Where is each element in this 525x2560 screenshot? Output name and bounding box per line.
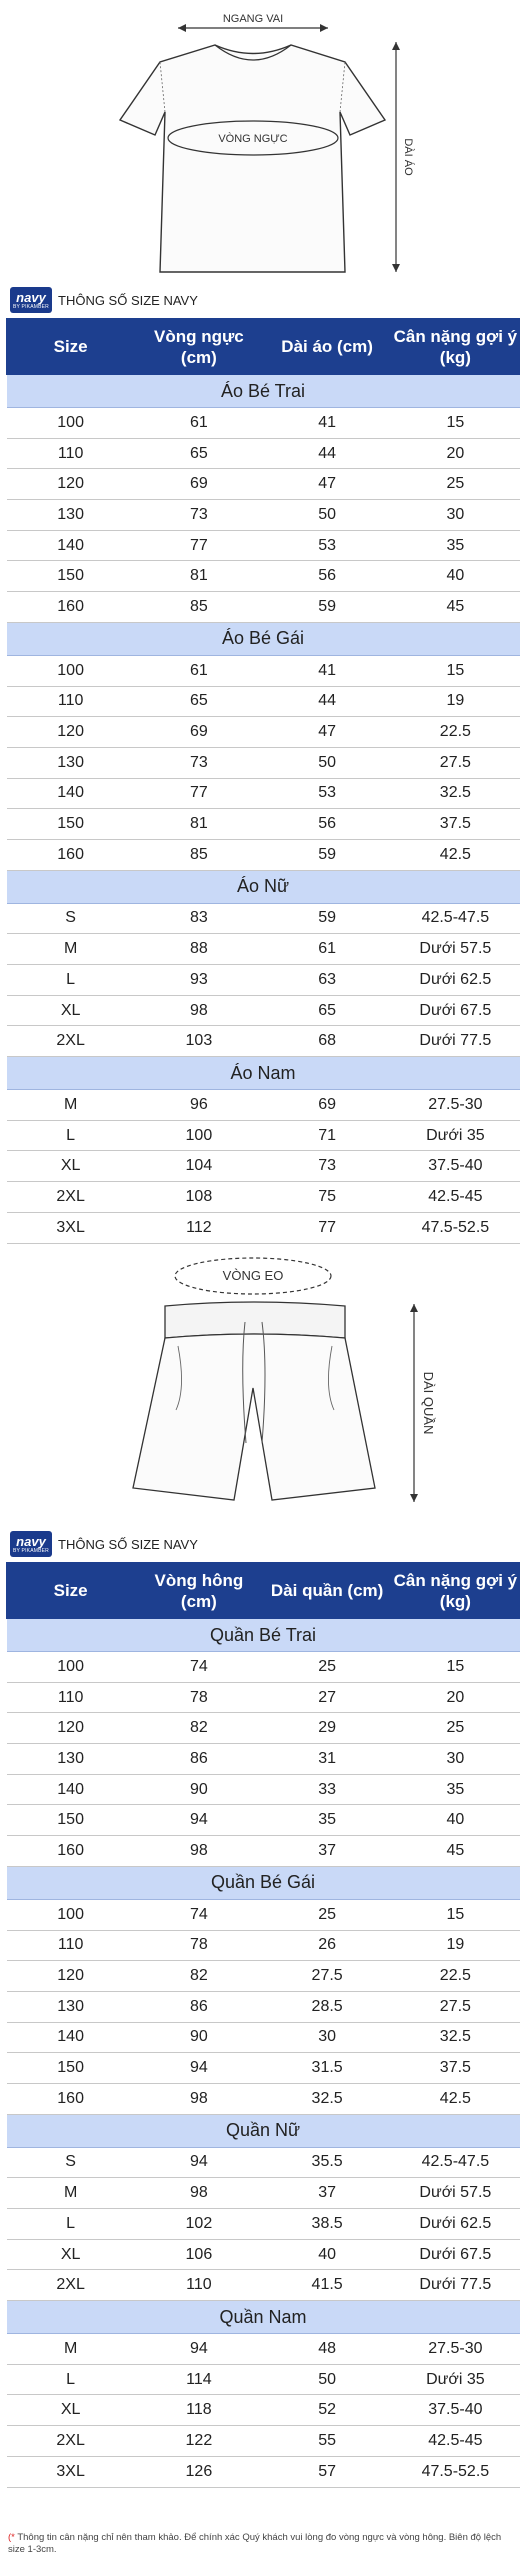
cell-weight: 45 bbox=[391, 592, 519, 623]
table-row bbox=[7, 2364, 520, 2395]
cell-measure: 74 bbox=[135, 1652, 263, 1683]
cell-size: XL bbox=[7, 2395, 135, 2426]
cell-size: XL bbox=[7, 2239, 135, 2270]
header-weight: Cân nặng gợi ý (kg) bbox=[391, 319, 519, 375]
cell-weight: Dưới 62.5 bbox=[391, 2209, 519, 2240]
cell-measure: 102 bbox=[135, 2209, 263, 2240]
cell-weight: 42.5-47.5 bbox=[391, 903, 519, 934]
table-row bbox=[7, 1182, 520, 1213]
cell-length: 50 bbox=[263, 747, 391, 778]
brand-header bbox=[10, 286, 198, 314]
cell-length: 26 bbox=[263, 1930, 391, 1961]
table-row bbox=[7, 747, 520, 778]
navy-logo bbox=[10, 287, 52, 313]
table-row bbox=[7, 408, 520, 439]
cell-measure: 98 bbox=[135, 2178, 263, 2209]
table-row bbox=[7, 2209, 520, 2240]
group-header-row bbox=[7, 375, 520, 408]
cell-length: 59 bbox=[263, 592, 391, 623]
cell-size: L bbox=[7, 2209, 135, 2240]
table-row bbox=[7, 1151, 520, 1182]
cell-weight: Dưới 77.5 bbox=[391, 1026, 519, 1057]
cell-length: 44 bbox=[263, 686, 391, 717]
table-row bbox=[7, 469, 520, 500]
table-row bbox=[7, 2083, 520, 2114]
table-row bbox=[7, 903, 520, 934]
cell-size: 140 bbox=[7, 778, 135, 809]
cell-length: 41 bbox=[263, 655, 391, 686]
cell-size: 100 bbox=[7, 1899, 135, 1930]
cell-weight: 42.5-45 bbox=[391, 1182, 519, 1213]
cell-length: 25 bbox=[263, 1899, 391, 1930]
table-row bbox=[7, 778, 520, 809]
shirt-diagram bbox=[0, 0, 525, 285]
table-row bbox=[7, 2270, 520, 2301]
group-title: Quần Bé Gái bbox=[7, 1866, 520, 1899]
table-row bbox=[7, 530, 520, 561]
cell-measure: 85 bbox=[135, 592, 263, 623]
cell-weight: 22.5 bbox=[391, 717, 519, 748]
cell-size: 130 bbox=[7, 747, 135, 778]
cell-length: 50 bbox=[263, 500, 391, 531]
cell-size: 160 bbox=[7, 839, 135, 870]
waist-label: VÒNG EO bbox=[222, 1268, 284, 1283]
group-header-row bbox=[7, 2301, 520, 2334]
cell-size: 120 bbox=[7, 469, 135, 500]
cell-length: 52 bbox=[263, 2395, 391, 2426]
shorts-illustration bbox=[0, 1238, 525, 1530]
cell-measure: 118 bbox=[135, 2395, 263, 2426]
cell-measure: 104 bbox=[135, 1151, 263, 1182]
cell-measure: 78 bbox=[135, 1930, 263, 1961]
cell-length: 61 bbox=[263, 934, 391, 965]
table-row bbox=[7, 809, 520, 840]
size-chart-title: THÔNG SỐ SIZE NAVY bbox=[58, 1536, 198, 1552]
cell-measure: 93 bbox=[135, 965, 263, 996]
cell-weight: 20 bbox=[391, 438, 519, 469]
cell-length: 69 bbox=[263, 1090, 391, 1121]
table-row bbox=[7, 686, 520, 717]
cell-size: 130 bbox=[7, 500, 135, 531]
group-header-row bbox=[7, 1057, 520, 1090]
group-title: Áo Nữ bbox=[7, 870, 520, 903]
logo-subtext: BY PIKAMBER bbox=[12, 1547, 49, 1554]
header-hip: Vòng hông (cm) bbox=[135, 1563, 263, 1619]
cell-length: 41.5 bbox=[263, 2270, 391, 2301]
cell-weight: 19 bbox=[391, 686, 519, 717]
cell-weight: 19 bbox=[391, 1930, 519, 1961]
cell-size: 2XL bbox=[7, 2270, 135, 2301]
cell-measure: 82 bbox=[135, 1713, 263, 1744]
cell-length: 28.5 bbox=[263, 1991, 391, 2022]
cell-size: 2XL bbox=[7, 1026, 135, 1057]
footnote-star: (* bbox=[8, 2532, 15, 2543]
cell-length: 37 bbox=[263, 2178, 391, 2209]
cell-length: 55 bbox=[263, 2426, 391, 2457]
cell-size: 160 bbox=[7, 1836, 135, 1867]
cell-measure: 77 bbox=[135, 778, 263, 809]
cell-weight: 15 bbox=[391, 408, 519, 439]
cell-weight: 15 bbox=[391, 1652, 519, 1683]
cell-weight: 32.5 bbox=[391, 2022, 519, 2053]
cell-weight: 35 bbox=[391, 1774, 519, 1805]
cell-size: L bbox=[7, 1120, 135, 1151]
cell-measure: 94 bbox=[135, 2053, 263, 2084]
logo-text: navy bbox=[16, 1533, 46, 1549]
group-title: Quần Bé Trai bbox=[7, 1619, 520, 1652]
cell-weight: 47.5-52.5 bbox=[391, 2456, 519, 2487]
group-header-row bbox=[7, 1619, 520, 1652]
cell-weight: 15 bbox=[391, 655, 519, 686]
table-row bbox=[7, 500, 520, 531]
cell-length: 33 bbox=[263, 1774, 391, 1805]
table-row bbox=[7, 2395, 520, 2426]
table-row bbox=[7, 995, 520, 1026]
cell-length: 56 bbox=[263, 561, 391, 592]
tshirt-illustration bbox=[0, 0, 525, 285]
cell-measure: 110 bbox=[135, 2270, 263, 2301]
cell-weight: 45 bbox=[391, 1836, 519, 1867]
table-row bbox=[7, 717, 520, 748]
table-row bbox=[7, 965, 520, 996]
cell-weight: Dưới 57.5 bbox=[391, 2178, 519, 2209]
cell-measure: 94 bbox=[135, 2147, 263, 2178]
table-row bbox=[7, 561, 520, 592]
cell-measure: 69 bbox=[135, 717, 263, 748]
cell-weight: Dưới 67.5 bbox=[391, 995, 519, 1026]
cell-length: 73 bbox=[263, 1151, 391, 1182]
logo-subtext: BY PIKAMBER bbox=[12, 303, 49, 310]
footnote bbox=[8, 2532, 518, 2556]
table-row bbox=[7, 655, 520, 686]
header-length: Dài quần (cm) bbox=[263, 1563, 391, 1619]
cell-weight: 27.5-30 bbox=[391, 1090, 519, 1121]
cell-weight: Dưới 67.5 bbox=[391, 2239, 519, 2270]
cell-length: 57 bbox=[263, 2456, 391, 2487]
table-row bbox=[7, 2426, 520, 2457]
table-row bbox=[7, 1120, 520, 1151]
brand-header bbox=[10, 1530, 198, 1558]
cell-length: 47 bbox=[263, 469, 391, 500]
chest-label: VÒNG NGỰC bbox=[218, 133, 288, 145]
cell-size: 100 bbox=[7, 1652, 135, 1683]
cell-weight: 30 bbox=[391, 1744, 519, 1775]
cell-size: 100 bbox=[7, 408, 135, 439]
table-row bbox=[7, 1991, 520, 2022]
table-header-row bbox=[7, 1563, 520, 1619]
cell-size: 150 bbox=[7, 2053, 135, 2084]
cell-size: 160 bbox=[7, 592, 135, 623]
cell-measure: 86 bbox=[135, 1991, 263, 2022]
shirt-length-label: DÀI ÁO bbox=[402, 138, 414, 176]
table-header-row bbox=[7, 319, 520, 375]
table-row bbox=[7, 839, 520, 870]
cell-measure: 83 bbox=[135, 903, 263, 934]
cell-measure: 94 bbox=[135, 2334, 263, 2365]
cell-size: 3XL bbox=[7, 2456, 135, 2487]
cell-size: 140 bbox=[7, 1774, 135, 1805]
cell-weight: Dưới 35 bbox=[391, 1120, 519, 1151]
cell-measure: 103 bbox=[135, 1026, 263, 1057]
cell-measure: 106 bbox=[135, 2239, 263, 2270]
cell-weight: 42.5 bbox=[391, 2083, 519, 2114]
cell-measure: 94 bbox=[135, 1805, 263, 1836]
cell-size: M bbox=[7, 2178, 135, 2209]
cell-measure: 114 bbox=[135, 2364, 263, 2395]
cell-weight: 35 bbox=[391, 530, 519, 561]
cell-measure: 85 bbox=[135, 839, 263, 870]
cell-measure: 96 bbox=[135, 1090, 263, 1121]
logo-text: navy bbox=[16, 289, 46, 305]
cell-measure: 73 bbox=[135, 747, 263, 778]
table-row bbox=[7, 1682, 520, 1713]
cell-measure: 81 bbox=[135, 809, 263, 840]
cell-size: M bbox=[7, 2334, 135, 2365]
table-row bbox=[7, 1652, 520, 1683]
cell-measure: 122 bbox=[135, 2426, 263, 2457]
cell-length: 53 bbox=[263, 778, 391, 809]
cell-size: 100 bbox=[7, 655, 135, 686]
cell-weight: 37.5-40 bbox=[391, 2395, 519, 2426]
cell-length: 31.5 bbox=[263, 2053, 391, 2084]
shoulder-label: NGANG VAI bbox=[222, 13, 284, 25]
cell-length: 32.5 bbox=[263, 2083, 391, 2114]
cell-length: 31 bbox=[263, 1744, 391, 1775]
header-size: Size bbox=[7, 1563, 135, 1619]
cell-length: 53 bbox=[263, 530, 391, 561]
footnote-text: Thông tin cân nặng chỉ nên tham khảo. Để chính xác Quý khách vui lòng đo vòng ngực và vòng hông. Biên độ lệch size 1-3cm. bbox=[8, 2532, 502, 2555]
cell-weight: 32.5 bbox=[391, 778, 519, 809]
table-row bbox=[7, 2334, 520, 2365]
cell-length: 68 bbox=[263, 1026, 391, 1057]
header-chest: Vòng ngực (cm) bbox=[135, 319, 263, 375]
cell-weight: 37.5 bbox=[391, 2053, 519, 2084]
cell-measure: 65 bbox=[135, 438, 263, 469]
cell-weight: Dưới 35 bbox=[391, 2364, 519, 2395]
cell-weight: 42.5-45 bbox=[391, 2426, 519, 2457]
group-title: Quần Nam bbox=[7, 2301, 520, 2334]
cell-weight: 40 bbox=[391, 561, 519, 592]
cell-measure: 77 bbox=[135, 530, 263, 561]
cell-measure: 98 bbox=[135, 1836, 263, 1867]
cell-length: 77 bbox=[263, 1212, 391, 1243]
table-row bbox=[7, 2456, 520, 2487]
cell-length: 75 bbox=[263, 1182, 391, 1213]
cell-weight: 37.5 bbox=[391, 809, 519, 840]
header-size: Size bbox=[7, 319, 135, 375]
cell-size: L bbox=[7, 965, 135, 996]
group-title: Áo Bé Trai bbox=[7, 375, 520, 408]
cell-size: 120 bbox=[7, 717, 135, 748]
cell-measure: 108 bbox=[135, 1182, 263, 1213]
cell-length: 63 bbox=[263, 965, 391, 996]
cell-length: 65 bbox=[263, 995, 391, 1026]
group-header-row bbox=[7, 870, 520, 903]
group-header-row bbox=[7, 2114, 520, 2147]
cell-size: 140 bbox=[7, 2022, 135, 2053]
cell-measure: 78 bbox=[135, 1682, 263, 1713]
cell-weight: 15 bbox=[391, 1899, 519, 1930]
cell-measure: 100 bbox=[135, 1120, 263, 1151]
cell-measure: 112 bbox=[135, 1212, 263, 1243]
cell-weight: 20 bbox=[391, 1682, 519, 1713]
navy-logo bbox=[10, 1531, 52, 1557]
cell-measure: 98 bbox=[135, 995, 263, 1026]
size-chart-title: THÔNG SỐ SIZE NAVY bbox=[58, 292, 198, 308]
table-row bbox=[7, 2178, 520, 2209]
cell-size: 110 bbox=[7, 1930, 135, 1961]
table-row bbox=[7, 2022, 520, 2053]
table-row bbox=[7, 592, 520, 623]
cell-length: 38.5 bbox=[263, 2209, 391, 2240]
cell-length: 35.5 bbox=[263, 2147, 391, 2178]
cell-measure: 90 bbox=[135, 1774, 263, 1805]
cell-size: M bbox=[7, 934, 135, 965]
table-row bbox=[7, 1774, 520, 1805]
cell-measure: 88 bbox=[135, 934, 263, 965]
cell-weight: 27.5 bbox=[391, 1991, 519, 2022]
cell-measure: 81 bbox=[135, 561, 263, 592]
cell-length: 47 bbox=[263, 717, 391, 748]
cell-size: XL bbox=[7, 995, 135, 1026]
table-row bbox=[7, 1026, 520, 1057]
cell-length: 35 bbox=[263, 1805, 391, 1836]
cell-length: 25 bbox=[263, 1652, 391, 1683]
table-row bbox=[7, 2147, 520, 2178]
table-row bbox=[7, 1899, 520, 1930]
table-row bbox=[7, 1090, 520, 1121]
cell-measure: 74 bbox=[135, 1899, 263, 1930]
group-header-row bbox=[7, 622, 520, 655]
cell-length: 56 bbox=[263, 809, 391, 840]
cell-length: 27.5 bbox=[263, 1961, 391, 1992]
table-row bbox=[7, 2053, 520, 2084]
cell-weight: 42.5-47.5 bbox=[391, 2147, 519, 2178]
cell-measure: 65 bbox=[135, 686, 263, 717]
cell-weight: Dưới 62.5 bbox=[391, 965, 519, 996]
cell-weight: 25 bbox=[391, 469, 519, 500]
table-row bbox=[7, 438, 520, 469]
shirt-size-table bbox=[6, 318, 520, 1244]
cell-weight: 22.5 bbox=[391, 1961, 519, 1992]
cell-measure: 73 bbox=[135, 500, 263, 531]
cell-length: 71 bbox=[263, 1120, 391, 1151]
cell-size: L bbox=[7, 2364, 135, 2395]
cell-size: 140 bbox=[7, 530, 135, 561]
cell-length: 50 bbox=[263, 2364, 391, 2395]
table-row bbox=[7, 1744, 520, 1775]
cell-size: S bbox=[7, 903, 135, 934]
cell-length: 41 bbox=[263, 408, 391, 439]
cell-size: 150 bbox=[7, 809, 135, 840]
table-row bbox=[7, 1805, 520, 1836]
cell-size: 2XL bbox=[7, 2426, 135, 2457]
cell-measure: 98 bbox=[135, 2083, 263, 2114]
cell-measure: 82 bbox=[135, 1961, 263, 1992]
cell-size: 120 bbox=[7, 1961, 135, 1992]
group-title: Áo Bé Gái bbox=[7, 622, 520, 655]
cell-measure: 126 bbox=[135, 2456, 263, 2487]
cell-measure: 86 bbox=[135, 1744, 263, 1775]
shorts-length-label: DÀI QUẦN bbox=[421, 1371, 436, 1435]
table-row bbox=[7, 1713, 520, 1744]
cell-size: 150 bbox=[7, 561, 135, 592]
table-row bbox=[7, 2239, 520, 2270]
table-row bbox=[7, 1836, 520, 1867]
cell-measure: 61 bbox=[135, 408, 263, 439]
table-row bbox=[7, 1930, 520, 1961]
cell-length: 27 bbox=[263, 1682, 391, 1713]
cell-length: 37 bbox=[263, 1836, 391, 1867]
cell-weight: 40 bbox=[391, 1805, 519, 1836]
cell-size: 130 bbox=[7, 1991, 135, 2022]
cell-weight: 27.5 bbox=[391, 747, 519, 778]
cell-size: 3XL bbox=[7, 1212, 135, 1243]
cell-measure: 61 bbox=[135, 655, 263, 686]
cell-size: 160 bbox=[7, 2083, 135, 2114]
cell-size: 120 bbox=[7, 1713, 135, 1744]
cell-length: 40 bbox=[263, 2239, 391, 2270]
cell-length: 48 bbox=[263, 2334, 391, 2365]
shorts-size-table bbox=[6, 1562, 520, 2488]
group-title: Quần Nữ bbox=[7, 2114, 520, 2147]
group-header-row bbox=[7, 1866, 520, 1899]
cell-length: 44 bbox=[263, 438, 391, 469]
cell-size: 130 bbox=[7, 1744, 135, 1775]
cell-length: 30 bbox=[263, 2022, 391, 2053]
shorts-diagram bbox=[0, 1238, 525, 1530]
cell-weight: Dưới 57.5 bbox=[391, 934, 519, 965]
cell-weight: 27.5-30 bbox=[391, 2334, 519, 2365]
cell-weight: 42.5 bbox=[391, 839, 519, 870]
cell-weight: Dưới 77.5 bbox=[391, 2270, 519, 2301]
table-row bbox=[7, 1961, 520, 1992]
cell-length: 59 bbox=[263, 903, 391, 934]
cell-weight: 30 bbox=[391, 500, 519, 531]
cell-size: 2XL bbox=[7, 1182, 135, 1213]
cell-size: M bbox=[7, 1090, 135, 1121]
cell-measure: 69 bbox=[135, 469, 263, 500]
table-row bbox=[7, 934, 520, 965]
header-weight: Cân nặng gợi ý (kg) bbox=[391, 1563, 519, 1619]
cell-size: XL bbox=[7, 1151, 135, 1182]
cell-size: S bbox=[7, 2147, 135, 2178]
cell-size: 110 bbox=[7, 1682, 135, 1713]
cell-size: 150 bbox=[7, 1805, 135, 1836]
header-length: Dài áo (cm) bbox=[263, 319, 391, 375]
cell-length: 59 bbox=[263, 839, 391, 870]
cell-weight: 37.5-40 bbox=[391, 1151, 519, 1182]
cell-weight: 47.5-52.5 bbox=[391, 1212, 519, 1243]
group-title: Áo Nam bbox=[7, 1057, 520, 1090]
cell-size: 110 bbox=[7, 686, 135, 717]
cell-length: 29 bbox=[263, 1713, 391, 1744]
cell-measure: 90 bbox=[135, 2022, 263, 2053]
cell-size: 110 bbox=[7, 438, 135, 469]
cell-weight: 25 bbox=[391, 1713, 519, 1744]
